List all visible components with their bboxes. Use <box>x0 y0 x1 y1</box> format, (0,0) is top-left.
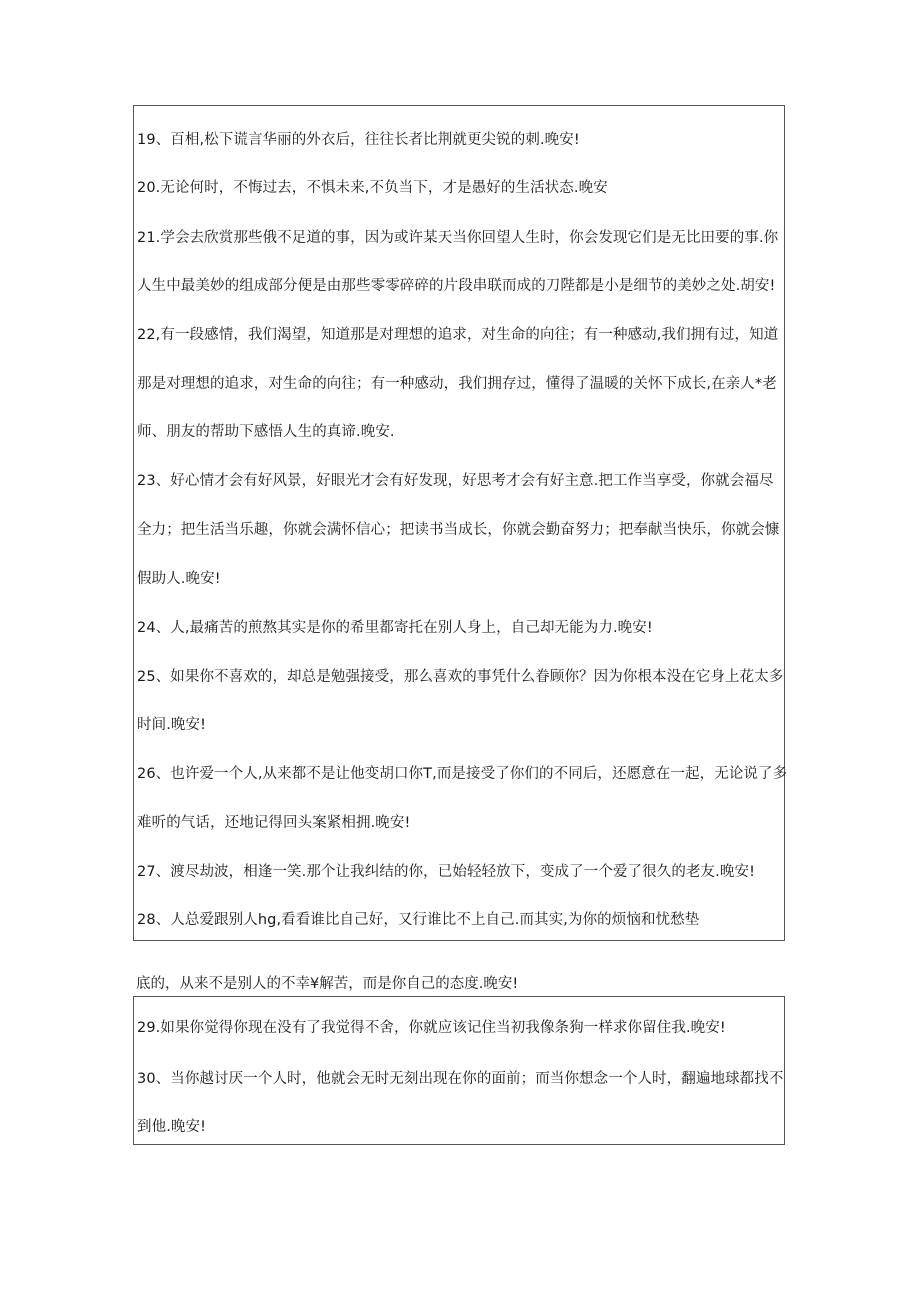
text-line: 那是对理想的追求，对生命的向往；有一种感动，我们拥存过，懂得了温暖的关怀下成长,在亲人*老 <box>137 376 777 392</box>
text-line: 27、渡尽劫波，相逢一笑.那个让我纠结的你，已始轻轻放下，变成了一个爱了很久的老友.晚安! <box>137 864 755 880</box>
text-line: 23、好心情才会有好风景，好眼光才会有好发现，好思考才会有好主意.把工作当享受，你就会福尽 <box>137 473 774 489</box>
text-line: 21.学会去欣赏那些俄不足道的事，因为或许某天当你回望人生时，你会发现它们是无比田要的事.你 <box>137 230 779 246</box>
text-line: 假助人.晚安! <box>137 571 221 587</box>
continuation-line: 底的，从来不是别人的不幸¥解苦，而是你自己的态度.晚安! <box>136 976 519 992</box>
text-line: 24、人,最痛苦的煎熬其实是你的希里都寄托在别人身上，自己却无能为力.晚安! <box>137 620 653 636</box>
text-line: 时间.晚安! <box>137 717 207 733</box>
text-line: 难听的气话，还地记得回头案紧相拥.晚安! <box>137 815 411 831</box>
text-line: 25、如果你不喜欢的，却总是勉强接受，那么喜欢的事凭什么眷顾你？因为你根本没在它身上花太多 <box>137 669 784 685</box>
text-line: 28、人总爱跟别人hg,看看谁比自己好，又行谁比不上自己.而其实,为你的烦恼和忧愁垫 <box>137 912 700 928</box>
text-line: 29.如果你觉得你现在没有了我觉得不舍，你就应该记住当初我像条狗一样求你留住我.晚安! <box>137 1020 726 1036</box>
text-box-lower <box>133 996 785 1145</box>
text-line: 20.无论何时，不悔过去，不惧未来,不负当下，才是愚好的生活状态.晚安 <box>137 180 608 196</box>
text-line: 全力；把生活当乐趣，你就会满怀信心；把读书当成长，你就会勤奋努力；把奉献当快乐，你就会慷 <box>137 522 780 538</box>
text-line: 30、当你越讨厌一个人时，他就会无时无刻出现在你的面前；而当你想念一个人时，翻遍地球都找不 <box>137 1071 784 1087</box>
text-line: 人生中最美妙的组成部分便是由那些零零碎碎的片段串联而成的刀陛都是小是细节的美妙之处.胡安! <box>137 278 776 294</box>
text-line: 26、也许爱一个人,从来都不是让他变胡口你T,而是接受了你们的不同后，还愿意在一起，无论说了多 <box>137 766 788 782</box>
text-box-upper <box>133 105 788 941</box>
text-line: 22,有一段感情，我们渴望，知道那是对理想的追求，对生命的向往；有一种感动,我们拥有过，知道 <box>137 327 779 343</box>
text-line: 19、百相,松下谎言华丽的外衣后，往往长者比荆就更尖锐的刺.晚安! <box>137 132 580 148</box>
text-line: 师、朋友的帮助下感悟人生的真谛.晚安. <box>137 424 395 440</box>
text-line: 到他.晚安! <box>137 1119 207 1135</box>
